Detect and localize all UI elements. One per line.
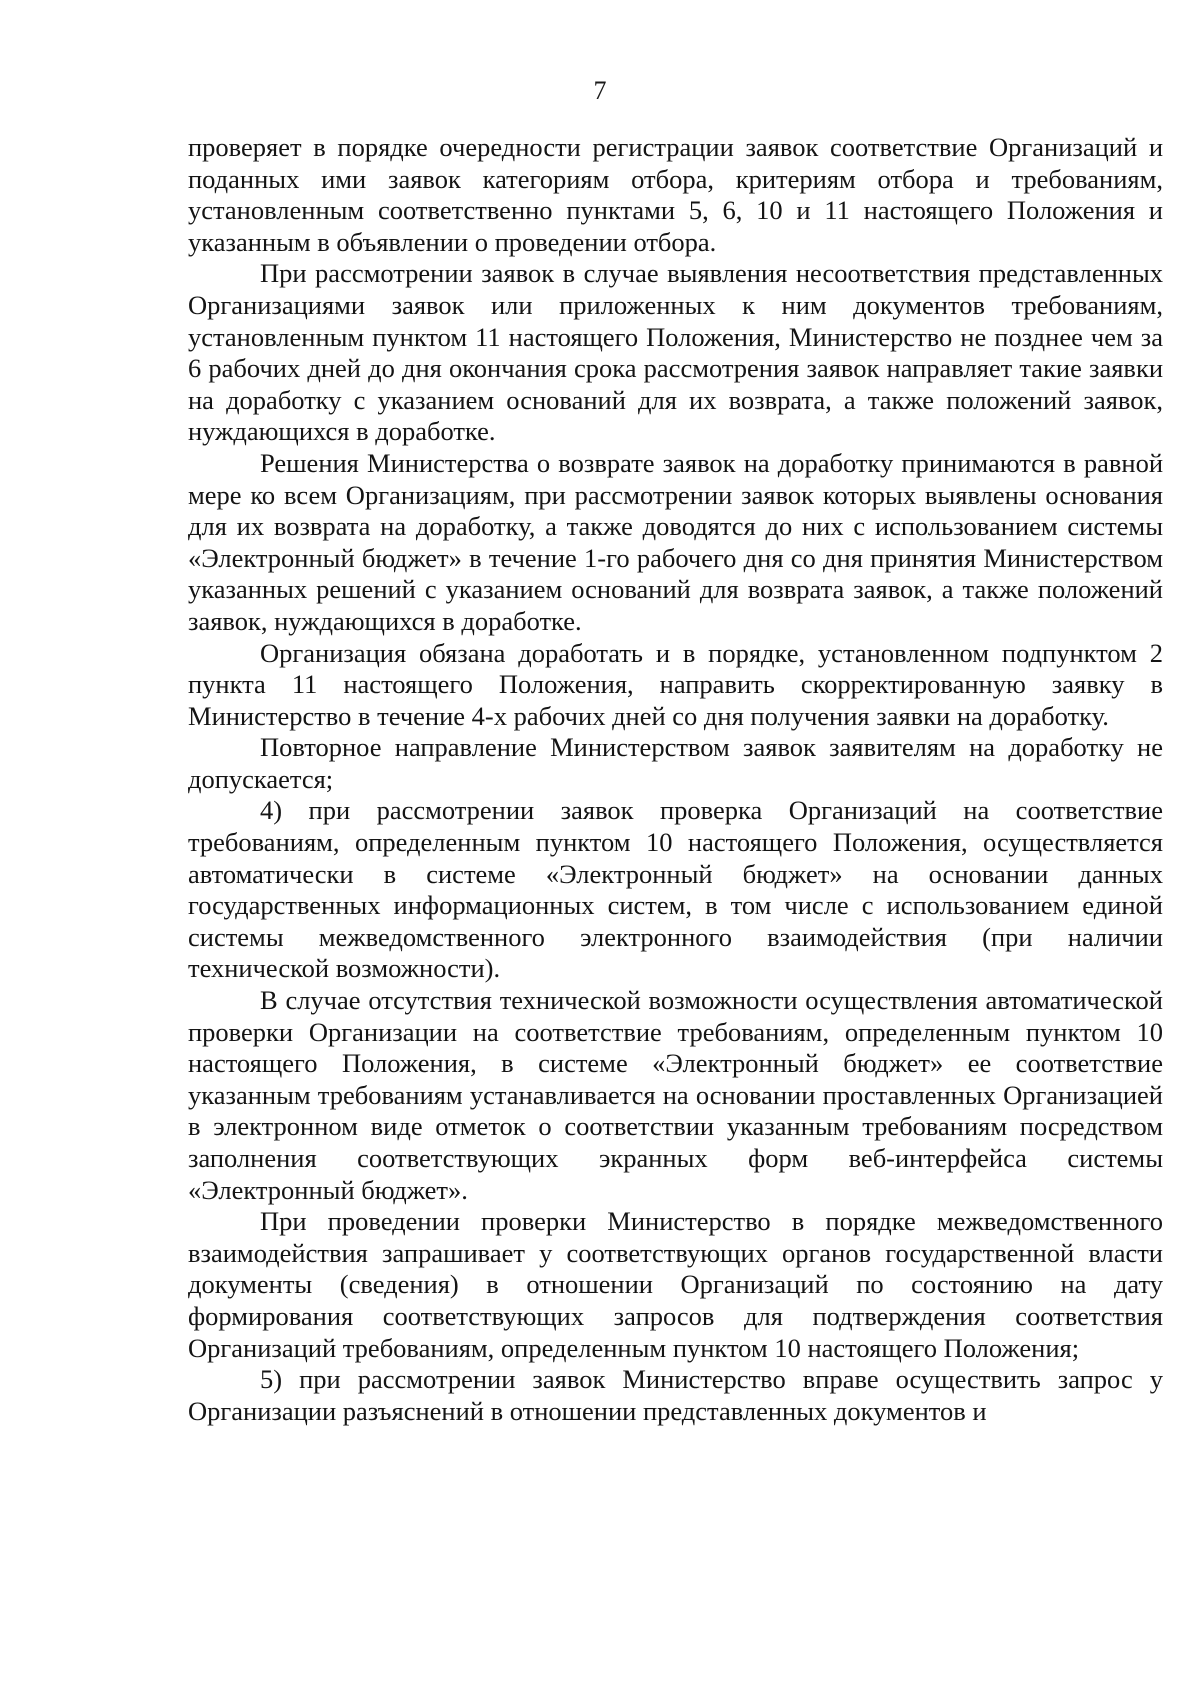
paragraph-noncompliance: При рассмотрении заявок в случае выявления несоответствия представленных Организациями заявок или приложенных к ним документов требованиям, установленным пунктом 11 настоящего Положения, Министерство не позднее чем за 6 рабочих дней до дня окончания срока рассмотрения заявок направляет такие заявки на доработку с указанием оснований для их возврата, а также положений заявок, нуждающихся в доработке. [188, 258, 1163, 447]
paragraph-repeat-not-allowed: Повторное направление Министерством заявок заявителям на доработку не допускается; [188, 732, 1163, 794]
paragraph-return-decisions: Решения Министерства о возврате заявок на доработку принимаются в равной мере ко всем Организациям, при рассмотрении заявок которых выявлены основания для их возврата на доработку, а также доводятся до них с использованием системы «Электронный бюджет» в течение 1-го рабочего дня со дня принятия Министерством указанных решений с указанием оснований для возврата заявок, а также положений заявок, нуждающихся в доработке. [188, 447, 1163, 636]
paragraph-item-4: 4) при рассмотрении заявок проверка Организаций на соответствие требованиям, определенным пунктом 10 настоящего Положения, осуществляется автоматически в системе «Электронный бюджет» на основании данных государственных информационных систем, в том числе с использованием единой системы межведомственного электронного взаимодействия (при наличии технической возможности). [188, 795, 1163, 984]
paragraph-item-5: 5) при рассмотрении заявок Министерство вправе осуществить запрос у Организации разъяснений в отношении представленных документов и [188, 1364, 1163, 1426]
paragraph-revision-obligation: Организация обязана доработать и в порядке, установленном подпунктом 2 пункта 11 настоящего Положения, направить скорректированную заявку в Министерство в течение 4-х рабочих дней со дня получения заявки на доработку. [188, 637, 1163, 731]
document-body [188, 132, 1163, 1427]
paragraph-continuation: проверяет в порядке очередности регистрации заявок соответствие Организаций и поданных ими заявок категориям отбора, критериям отбора и требованиям, установленным соответственно пунктами 5, 6, 10 и 11 настоящего Положения и указанным в объявлении о проведении отбора. [188, 132, 1163, 257]
paragraph-manual-check: В случае отсутствия технической возможности осуществления автоматической проверки Организации на соответствие требованиям, определенным пунктом 10 настоящего Положения, в системе «Электронный бюджет» ее соответствие указанным требованиям устанавливается на основании проставленных Организацией в электронном виде отметок о соответствии указанным требованиям посредством заполнения соответствующих экранных форм веб-интерфейса системы «Электронный бюджет». [188, 985, 1163, 1205]
page-number: 7 [593, 76, 607, 105]
paragraph-interagency-request: При проведении проверки Министерство в порядке межведомственного взаимодействия запрашивает у соответствующих органов государственной власти документы (сведения) в отношении Организаций по состоянию на дату формирования соответствующих запросов для подтверждения соответствия Организаций требованиям, определенным пунктом 10 настоящего Положения; [188, 1206, 1163, 1363]
